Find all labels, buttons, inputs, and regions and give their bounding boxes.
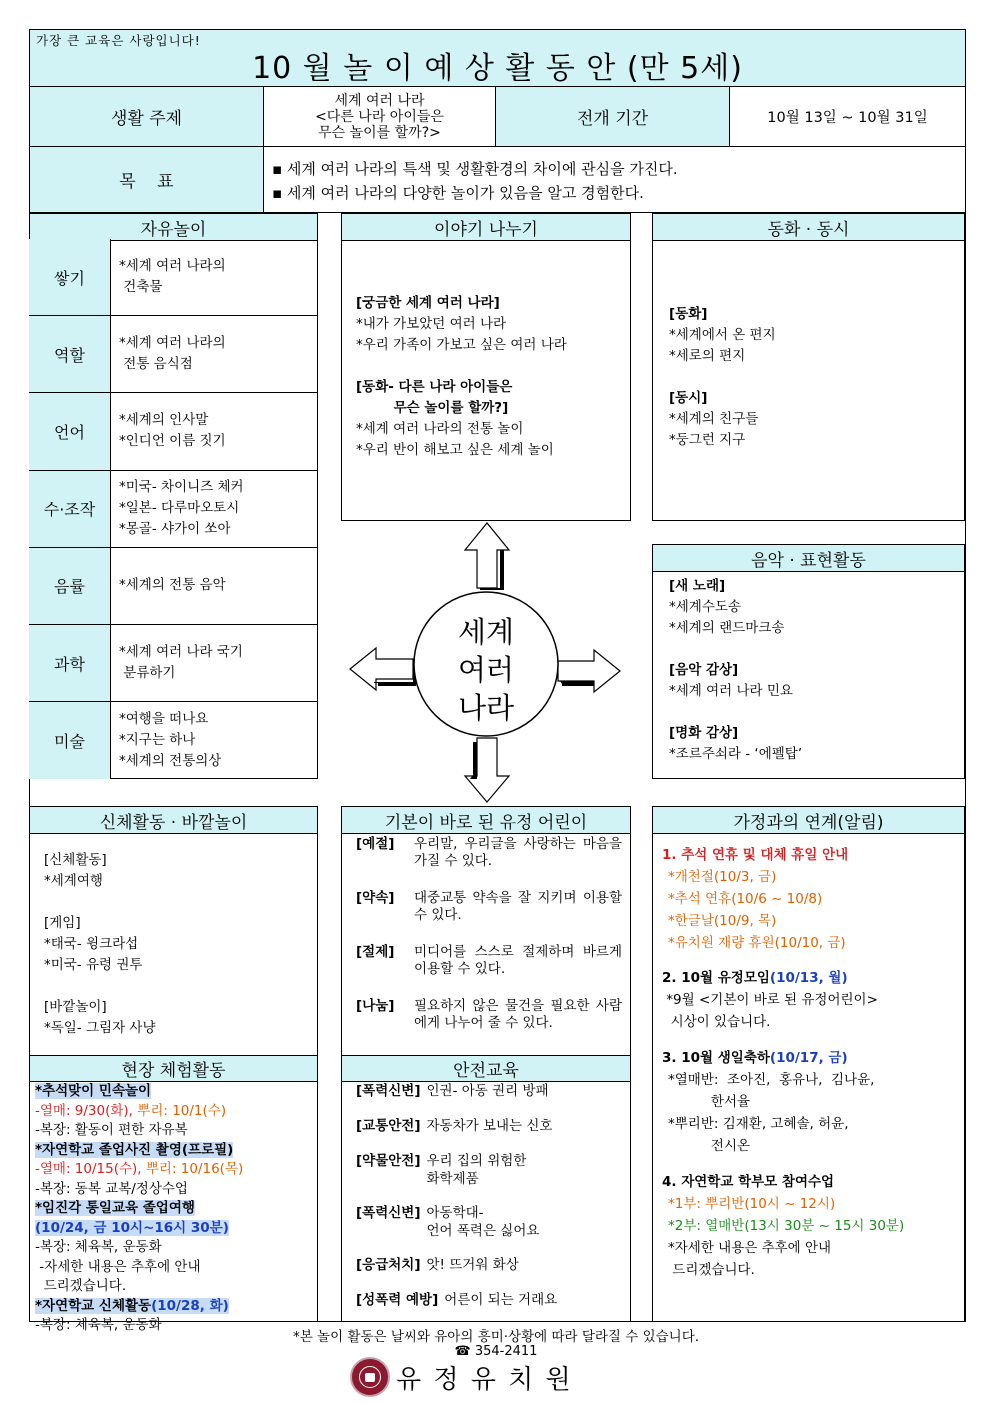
physical-line: *세계여행 [44,873,103,889]
fairy-line [669,367,964,388]
home-content [653,834,964,1281]
story-line: *내가 가보았던 여러 나라 [356,316,507,332]
home-s4-item1: *1부: 뿌리반(10시 ~ 12시) [668,1196,836,1212]
safety-item [356,1152,630,1188]
home-s3-item: *뿌리반: 김재환, 고혜솔, 허윤, 전시온 [668,1116,849,1154]
field-event3-dress: -복장: 체육복, 운동화 [35,1239,162,1255]
music-line [669,639,964,660]
free-play-area-items [119,625,318,701]
home-s2-title: 2. 10월 유정모임 [662,970,770,986]
music-line: [명화 감상] [669,725,739,741]
center-line2: 여러 [457,653,515,687]
basic-item-text: 필요하지 않은 물건을 필요한 사람에게 나누어 줄 수 있다. [414,998,622,1031]
basic-item [356,836,622,870]
safety-item [356,1117,630,1135]
fairy-line: *둥그런 지구 [669,432,746,448]
safety-item-text: 우리 집의 위험한 화학제품 [426,1153,527,1187]
fairy-line: *세계의 친구들 [669,411,759,427]
fairy-line: [동시] [669,390,708,406]
basic-item-tag: [나눔] [356,998,395,1014]
field-event3-title: *임진각 통일교육 졸업여행 [35,1200,195,1216]
safety-box [341,1055,631,1322]
safety-item-text: 앗! 뜨거워 화상 [426,1257,519,1273]
basic-item [356,890,622,924]
free-play-area-items [119,239,318,315]
basic-item [356,998,622,1032]
basic-item-text: 미디어를 스스로 절제하며 바르게 이용할 수 있다. [414,944,622,977]
field-event2-title: *자연학교 졸업사진 촬영(프로필) [35,1141,234,1158]
field-box [29,1055,318,1333]
field-title: 현장 체험활동 [30,1056,317,1082]
home-s1-item: *유치원 재량 휴원(10/10, 금) [668,935,846,951]
music-line: [새 노래] [669,578,726,594]
safety-item-tag: [응급처치] [356,1257,421,1273]
free-play-item: *일본- 다루마오토시 [119,500,240,517]
field-event2-date2: 뿌리: 10/16(목) [145,1161,244,1177]
music-box [652,544,965,779]
physical-line: [신체활동] [44,852,107,868]
story-line: 무슨 놀이를 할까?] [356,400,509,416]
physical-line: *독일- 그림자 사냥 [44,1020,156,1036]
goal-label: 목 표 [30,147,264,213]
safety-item-tag: [약물안전] [356,1153,421,1169]
music-title: 음악 · 표현활동 [653,545,964,572]
fairy-title: 동화 · 동시 [653,214,964,241]
music-line: *세계 여러 나라 민요 [669,683,793,699]
safety-item-text: 어른이 되는 거래요 [444,1292,558,1308]
safety-item-tag: [교통안전] [356,1118,421,1134]
basic-item-tag: [절제] [356,944,395,960]
page-title: 10 월 놀 이 예 상 활 동 안 (만 5세) [252,51,743,86]
story-title: 이야기 나누기 [342,214,630,241]
footer-phone: ☎ 354-2411 [454,1344,538,1359]
basic-items [342,834,630,1032]
physical-line: [바깥놀이] [44,999,107,1015]
field-event2-dress: -복장: 동복 교복/정상수업 [35,1180,188,1197]
home-s1-item: *개천절(10/3, 금) [668,869,777,885]
basic-item [356,944,622,978]
music-line: *세계의 랜드마크송 [669,620,785,636]
school-logo [350,1357,390,1397]
home-title: 가정과의 연계(알림) [653,807,964,834]
music-line: [음악 감상] [669,662,739,678]
free-play-area-label: 쌓기 [29,239,111,315]
basic-item-tag: [예절] [356,836,395,852]
home-s3-date: (10/17, 금) [769,1050,848,1066]
free-play-item: *세계 여러 나라 국기 분류하기 [119,644,243,682]
field-event3-date: (10/24, 금 10시~16시 30분) [35,1219,229,1236]
home-s2-text: *9월 <기본이 바로 된 유정어린이> 시상이 있습니다. [666,992,878,1030]
physical-line [44,892,317,913]
story-lines [342,241,630,461]
free-play-item: *여행을 떠나요 [119,711,209,728]
physical-title: 신체활동 · 바깥놀이 [30,807,317,834]
basic-item-text: 우리말, 우리글을 사랑하는 마음을 가질 수 있다. [414,836,622,869]
field-event4-title: *자연학교 신체활동 [35,1297,152,1314]
free-play-area-label: 역할 [29,316,111,392]
physical-line: *미국- 유령 권투 [44,957,143,973]
free-play-area-items [119,393,318,469]
basic-box [341,806,631,1056]
story-line: *우리 가족이 가보고 싶은 여러 나라 [356,337,567,353]
period-label: 전개 기간 [496,87,730,147]
home-s3-title: 3. 10월 생일축하 [662,1050,770,1066]
free-play-item: *세계 여러 나라의 전통 음식점 [119,335,226,373]
school-name: 유 정 유 치 원 [396,1365,573,1395]
free-play-item: *세계의 전통 음악 [119,577,226,594]
center-diagram [340,520,630,805]
free-play-item: *미국- 차이니즈 체커 [119,479,244,496]
music-line [669,702,964,723]
basic-item-text: 대중교통 약속을 잘 지키며 이용할 수 있다. [414,890,622,923]
safety-item [356,1291,630,1309]
fairy-lines [653,241,964,451]
free-play-area-items [119,316,318,392]
center-line3: 나라 [457,691,515,725]
safety-item-tag: [폭력신변] [356,1083,421,1099]
safety-item [356,1204,630,1240]
home-s4-item3: *자세한 내용은 추후에 안내 드리겠습니다. [668,1240,832,1278]
free-play-row [29,471,318,548]
theme-label: 생활 주제 [30,87,264,147]
free-play-item: *지구는 하나 [119,732,196,749]
free-play-item: *몽골- 샤가이 쏘아 [119,521,231,538]
free-play-row [29,393,318,470]
home-s4-title: 4. 자연학교 학부모 참여수업 [662,1174,835,1190]
arrow-left-icon [350,648,416,690]
story-line: *세계 여러 나라의 전통 놀이 [356,421,524,437]
free-play-area-label: 미술 [29,702,111,779]
free-play-title: 자유놀이 [30,214,317,241]
free-play-area-label: 수·조작 [29,471,111,547]
free-play-area-items [119,702,318,779]
free-play-area-label: 음률 [29,548,111,624]
basic-item-tag: [약속] [356,890,395,906]
goal-item: ▪ 세계 여러 나라의 다양한 놀이가 있음을 알고 경험한다. [272,184,644,202]
basic-title: 기본이 바로 된 유정 어린이 [342,807,630,834]
free-play-item: *세계의 전통의상 [119,753,222,770]
safety-item-tag: [성폭력 예방] [356,1292,439,1308]
free-play-row [29,702,318,779]
safety-item-text: 아동학대- 언어 폭력은 싫어요 [426,1205,540,1239]
safety-item-text: 자동차가 보내는 신호 [426,1118,553,1134]
free-play-row [29,316,318,393]
center-line1: 세계 [457,615,515,649]
story-box [341,213,631,521]
physical-box [29,806,318,1056]
free-play-rows [29,239,318,779]
field-event1-date: -열매: 9/30(화), [35,1102,138,1119]
music-line: *세계수도송 [669,599,741,615]
music-line: *조르주쇠라 - ‘에펠탑’ [669,746,803,762]
fairy-line: *세계에서 온 편지 [669,327,776,343]
physical-line: *태국- 윙크라섭 [44,936,139,952]
home-s1-item: *추석 연휴(10/6 ~ 10/8) [668,891,823,907]
safety-item-text: 인권- 아동 권리 방패 [426,1083,549,1099]
home-s1-items [662,866,964,954]
arrow-right-icon [558,650,620,692]
home-s4-item2: *2부: 열매반(13시 30분 ~ 15시 30분) [668,1218,905,1234]
safety-items [342,1082,630,1309]
arrow-up-icon [465,523,509,590]
period-value: 10월 13일 ~ 10월 31일 [730,87,965,147]
free-play-item: *세계 여러 나라의 건축물 [119,258,226,296]
fairy-line: *세로의 편지 [669,348,746,364]
story-line: [동화- 다른 나라 아이들은 [356,379,513,395]
home-s3-item: *열매반: 조아진, 홍유나, 김나윤, 한서율 [668,1072,875,1110]
physical-line [44,976,317,997]
safety-item-tag: [폭력신변] [356,1205,421,1221]
story-line: [궁금한 세계 여러 나라] [356,295,500,311]
home-s1-title: 1. 추석 연휴 및 대체 휴일 안내 [662,847,849,863]
field-event1-title: *추석맞이 민속놀이 [35,1083,152,1099]
field-content [30,1082,317,1336]
free-play-area-items [119,471,318,547]
field-event1-date2: 뿌리: 10/1(수) [137,1102,227,1119]
footer-note: *본 놀이 활동은 날씨와 유아의 흥미·상황에 따라 달라질 수 있습니다. [292,1329,700,1345]
free-play-row [29,239,318,316]
home-s3-items [662,1069,964,1157]
home-box [652,806,965,1322]
fairy-line: [동화] [669,306,708,322]
safety-item [356,1082,630,1100]
home-s2-date: (10/13, 월) [769,970,848,986]
field-event3-note: -자세한 내용은 추후에 안내 드리겠습니다. [39,1258,201,1294]
story-line [356,356,630,377]
field-event1-dress: -복장: 활동이 편한 자유복 [35,1122,188,1138]
field-event2-date: -열매: 10/15(수), [35,1161,146,1177]
story-line: *우리 반이 해보고 싶은 세계 놀이 [356,442,554,458]
physical-lines [30,834,317,1039]
field-event4-date: (10/28, 화) [151,1297,229,1314]
motto: 가장 큰 교육은 사랑입니다! [36,33,201,48]
free-play-item: *인디언 이름 짓기 [119,433,226,450]
home-s1-item: *한글날(10/9, 목) [668,913,777,929]
safety-title: 안전교육 [342,1056,630,1082]
fairy-box [652,213,965,521]
free-play-area-label: 과학 [29,625,111,701]
free-play-item: *세계의 인사말 [119,412,209,429]
safety-item [356,1256,630,1274]
physical-line: [게임] [44,915,81,931]
field-event4-dress: -복장: 체육복, 운동화 [35,1317,162,1333]
music-lines [653,572,964,765]
arrow-down-icon [465,738,509,802]
free-play-area-items [119,548,318,624]
goal-item: ▪ 세계 여러 나라의 특색 및 생활환경의 차이에 관심을 가진다. [272,160,678,178]
free-play-row [29,548,318,625]
theme-value: 세계 여러 나라 <다른 나라 아이들은 무슨 놀이를 할까?> [264,87,496,147]
free-play-area-label: 언어 [29,393,111,469]
free-play-row [29,625,318,702]
goal-list [264,147,965,213]
